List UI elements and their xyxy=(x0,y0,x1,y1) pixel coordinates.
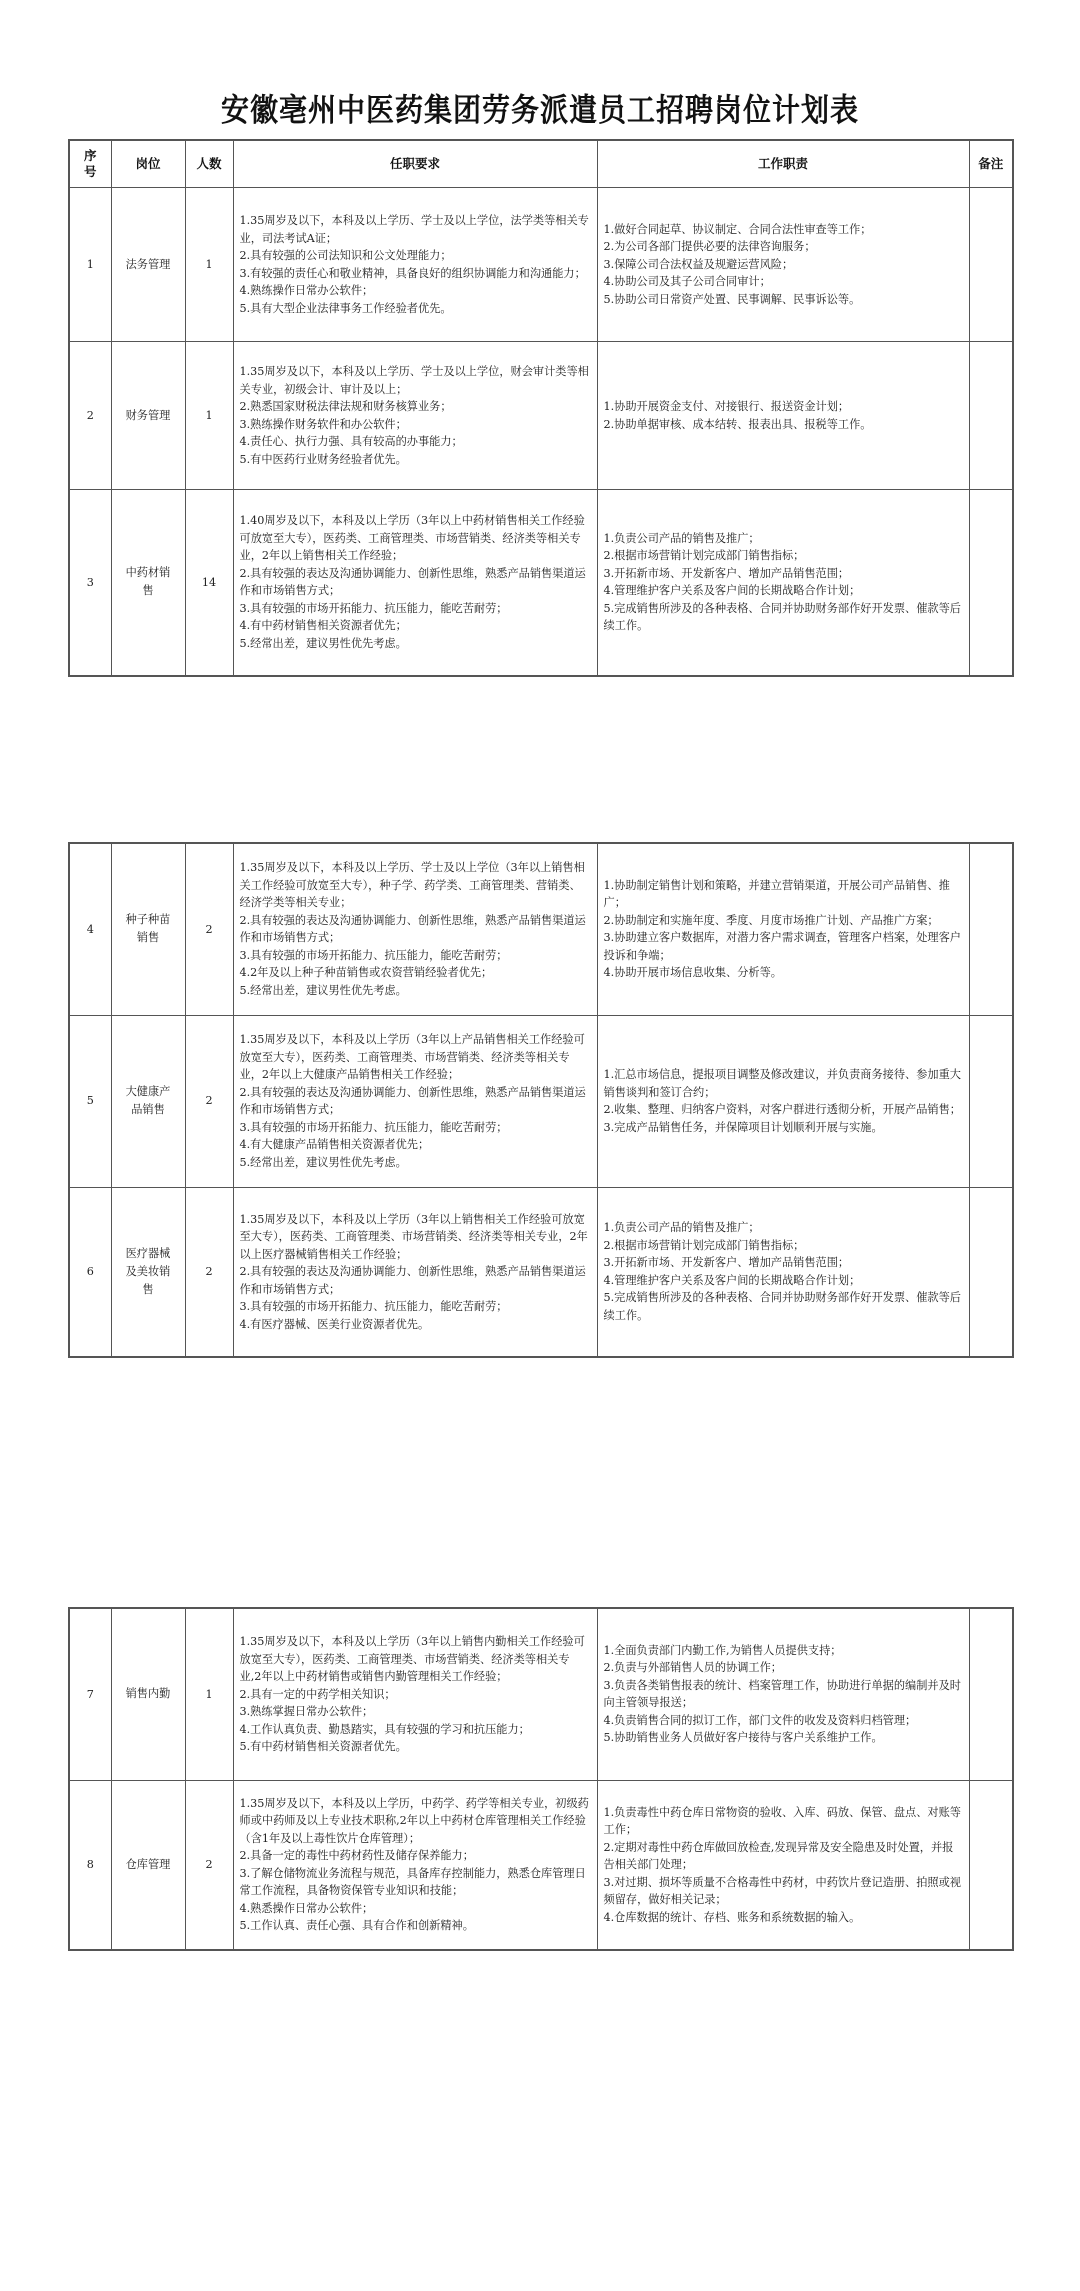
cell-remarks xyxy=(969,1187,1013,1357)
table-row xyxy=(69,1187,1013,1357)
requirement-item: 4.责任心、执行力强、具有较高的办事能力； xyxy=(239,435,463,448)
duty-item: 4.协助开展市场信息收集、分析等。 xyxy=(603,966,782,980)
duty-item: 2.定期对毒性中药仓库做回放检查,发现异常及安全隐患及时处置，并报告相关部门处理； xyxy=(603,1840,954,1871)
cell-count: 2 xyxy=(185,1780,233,1950)
cell-no: 2 xyxy=(69,342,111,490)
cell-position xyxy=(111,1015,185,1187)
cell-duties xyxy=(597,1187,969,1357)
position-label: 医疗器械及美妆销售 xyxy=(125,1246,171,1296)
cell-requirements xyxy=(233,1608,597,1780)
table-row xyxy=(69,1780,1013,1950)
cell-position xyxy=(111,188,185,342)
cell-position xyxy=(111,843,185,1015)
requirement-item: 4.熟练操作日常办公软件； xyxy=(239,284,374,297)
requirement-item: 5.经常出差，建议男性优先考虑。 xyxy=(239,636,407,650)
table-row xyxy=(69,342,1013,490)
requirement-item: 4.有中药材销售相关资源者优先； xyxy=(239,619,407,633)
requirement-item: 1.35周岁及以下，本科及以上学历（3年以上销售内勤相关工作经验可放宽至大专），医药类、工商管理类、市场营销类、经济类等相关专业,2年以上中药材销售或销售内勤管理相关工作经验； xyxy=(239,1635,585,1683)
requirement-item: 3.具有较强的市场开拓能力、抗压能力，能吃苦耐劳； xyxy=(239,1300,508,1313)
cell-duties xyxy=(597,188,969,342)
duty-item: 5.协助销售业务人员做好客户接待与客户关系维护工作。 xyxy=(603,1731,883,1745)
cell-count: 2 xyxy=(185,843,233,1015)
cell-count: 2 xyxy=(185,1015,233,1187)
requirement-item: 3.有较强的责任心和敬业精神，具备良好的组织协调能力和沟通能力； xyxy=(239,266,586,280)
requirement-item: 1.35周岁及以下，本科及以上学历，中药学、药学等相关专业，初级药师或中药师及以上专业技术职称,2年以上中药材仓库管理相关工作经验（含1年及以上毒性饮片仓库管理）； xyxy=(239,1796,589,1845)
duty-item: 2.协助制定和实施年度、季度、月度市场推广计划、产品推广方案； xyxy=(603,913,939,927)
cell-duties xyxy=(597,342,969,490)
header-duties: 工作职责 xyxy=(597,140,969,188)
cell-no: 5 xyxy=(69,1015,111,1187)
cell-count: 1 xyxy=(185,342,233,490)
cell-remarks xyxy=(969,1015,1013,1187)
requirement-item: 1.35周岁及以下，本科及以上学历、学士及以上学位，法学类等相关专业，司法考试A证； xyxy=(239,214,589,245)
duty-item: 1.负责公司产品的销售及推广； xyxy=(603,1221,760,1235)
duty-item: 2.负责与外部销售人员的协调工作； xyxy=(603,1661,782,1675)
duty-item: 3.开拓新市场、开发新客户、增加产品销售范围； xyxy=(603,566,850,580)
duty-item: 2.协助单据审核、成本结转、报表出具、报税等工作。 xyxy=(603,417,872,431)
duty-item: 5.完成销售所涉及的各种表格、合同并协助财务部作好开发票、催款等后续工作。 xyxy=(603,1291,961,1322)
cell-duties xyxy=(597,843,969,1015)
requirement-item: 5.工作认真、责任心强、具有合作和创新精神。 xyxy=(239,1919,474,1933)
requirement-item: 4.有大健康产品销售相关资源者优先； xyxy=(239,1138,430,1151)
duty-item: 1.汇总市场信息，提报项目调整及修改建议，并负责商务接待、参加重大销售谈判和签订合约； xyxy=(603,1068,961,1099)
header-count: 人数 xyxy=(185,140,233,188)
requirement-item: 4.有医疗器械、医美行业资源者优先。 xyxy=(239,1317,430,1331)
duty-item: 1.全面负责部门内勤工作,为销售人员提供支持； xyxy=(603,1643,842,1657)
duty-item: 4.管理维护客户关系及客户间的长期战略合作计划； xyxy=(603,584,861,598)
position-label: 种子种苗销售 xyxy=(125,913,171,945)
requirement-item: 1.35周岁及以下，本科及以上学历、学士及以上学位，财会审计类等相关专业，初级会计、审计及以上； xyxy=(239,365,589,396)
header-position: 岗位 xyxy=(111,140,185,188)
cell-remarks xyxy=(969,843,1013,1015)
requirement-item: 3.熟练操作财务软件和办公软件； xyxy=(239,417,407,431)
requirement-item: 2.具有较强的表达及沟通协调能力、创新性思维，熟悉产品销售渠道运作和市场销售方式； xyxy=(239,1085,586,1116)
requirement-item: 2.具有较强的表达及沟通协调能力、创新性思维，熟悉产品销售渠道运作和市场销售方式； xyxy=(239,913,586,945)
duty-item: 5.完成销售所涉及的各种表格、合同并协助财务部作好开发票、催款等后续工作。 xyxy=(603,601,961,633)
duty-item: 3.对过期、损坏等质量不合格毒性中药材，中药饮片登记造册、拍照或视频留存，做好相关记录； xyxy=(603,1875,961,1906)
position-label: 中药材销售 xyxy=(125,566,171,598)
cell-remarks xyxy=(969,342,1013,490)
header-no-label: 序号 xyxy=(83,148,97,179)
cell-count: 1 xyxy=(185,1608,233,1780)
cell-requirements xyxy=(233,342,597,490)
position-label: 销售内勤 xyxy=(125,1687,171,1701)
duty-item: 1.负责公司产品的销售及推广； xyxy=(603,531,760,545)
duty-item: 3.开拓新市场、开发新客户、增加产品销售范围； xyxy=(603,1256,850,1270)
requirement-item: 1.35周岁及以下，本科及以上学历、学士及以上学位（3年以上销售相关工作经验可放宽至大专），种子学、药学类、工商管理类、营销类、经济学类等相关专业； xyxy=(239,861,585,910)
duty-item: 1.协助开展资金支付、对接银行、报送资金计划； xyxy=(603,400,850,413)
position-label: 财务管理 xyxy=(125,408,171,422)
requirement-item: 3.具有较强的市场开拓能力、抗压能力，能吃苦耐劳； xyxy=(239,601,508,615)
header-requirements: 任职要求 xyxy=(233,140,597,188)
recruitment-table-section-2 xyxy=(68,842,1014,1358)
cell-no: 7 xyxy=(69,1608,111,1780)
recruitment-table-section-3 xyxy=(68,1607,1014,1951)
position-label: 仓库管理 xyxy=(125,1857,171,1871)
cell-position xyxy=(111,490,185,676)
cell-count: 1 xyxy=(185,188,233,342)
cell-count: 2 xyxy=(185,1187,233,1357)
position-label: 大健康产品销售 xyxy=(125,1085,171,1116)
cell-position xyxy=(111,1187,185,1357)
cell-position xyxy=(111,1780,185,1950)
duty-item: 2.根据市场营销计划完成部门销售指标； xyxy=(603,1238,805,1252)
requirement-item: 5.有中医药行业财务经验者优先。 xyxy=(239,452,407,466)
table-row xyxy=(69,1015,1013,1187)
table-row xyxy=(69,490,1013,676)
requirement-item: 4.熟悉操作日常办公软件； xyxy=(239,1901,374,1915)
requirement-item: 5.有中药材销售相关资源者优先。 xyxy=(239,1740,407,1753)
duty-item: 3.完成产品销售任务，并保障项目计划顺利开展与实施。 xyxy=(603,1120,883,1134)
cell-requirements xyxy=(233,490,597,676)
cell-duties xyxy=(597,1015,969,1187)
duty-item: 3.负责各类销售报表的统计、档案管理工作，协助进行单据的编制并及时向主管领导报送； xyxy=(603,1678,961,1710)
duty-item: 3.协助建立客户数据库，对潜力客户需求调查，管理客户档案，处理客户投诉和争端； xyxy=(603,931,961,962)
duty-item: 4.负责销售合同的拟订工作，部门文件的收发及资料归档管理； xyxy=(603,1713,917,1727)
requirement-item: 5.具有大型企业法律事务工作经验者优先。 xyxy=(239,301,452,315)
requirement-item: 2.具有较强的表达及沟通协调能力、创新性思维，熟悉产品销售渠道运作和市场销售方式； xyxy=(239,566,586,598)
duty-item: 2.根据市场营销计划完成部门销售指标； xyxy=(603,549,805,563)
cell-remarks xyxy=(969,1780,1013,1950)
table-header-row xyxy=(69,140,1013,188)
requirement-item: 2.具有较强的公司法知识和公文处理能力； xyxy=(239,249,452,262)
requirement-item: 2.具有一定的中药学相关知识； xyxy=(239,1687,396,1701)
requirement-item: 3.具有较强的市场开拓能力、抗压能力，能吃苦耐劳； xyxy=(239,948,508,962)
cell-requirements xyxy=(233,1187,597,1357)
duty-item: 4.管理维护客户关系及客户间的长期战略合作计划； xyxy=(603,1273,861,1287)
cell-remarks xyxy=(969,1608,1013,1780)
duty-item: 2.为公司各部门提供必要的法律咨询服务； xyxy=(603,240,816,254)
table-row xyxy=(69,1608,1013,1780)
cell-position xyxy=(111,342,185,490)
document-title: 安徽亳州中医药集团劳务派遣员工招聘岗位计划表 xyxy=(220,91,859,129)
cell-duties xyxy=(597,1608,969,1780)
requirement-item: 2.具备一定的毒性中药材药性及储存保养能力； xyxy=(239,1849,474,1863)
requirement-item: 4.工作认真负责、勤恳踏实，具有较强的学习和抗压能力； xyxy=(239,1722,530,1736)
cell-requirements xyxy=(233,843,597,1015)
duty-item: 2.收集、整理、归纳客户资料，对客户群进行透彻分析，开展产品销售； xyxy=(603,1103,961,1116)
requirement-item: 2.熟悉国家财税法律法规和财务核算业务； xyxy=(239,400,452,413)
requirement-item: 5.经常出差，建议男性优先考虑。 xyxy=(239,1155,407,1169)
cell-remarks xyxy=(969,490,1013,676)
requirement-item: 5.经常出差，建议男性优先考虑。 xyxy=(239,983,407,997)
cell-position xyxy=(111,1608,185,1780)
requirement-item: 1.35周岁及以下，本科及以上学历（3年以上销售相关工作经验可放宽至大专），医药类、工商管理类、市场营销类、经济类等相关专业，2年以上医疗器械销售相关工作经验； xyxy=(239,1212,588,1261)
duty-item: 1.协助制定销售计划和策略，并建立营销渠道，开展公司产品销售、推广； xyxy=(603,878,950,910)
cell-remarks xyxy=(969,188,1013,342)
cell-count: 14 xyxy=(185,490,233,676)
requirement-item: 4.2年及以上种子种苗销售或农资营销经验者优先； xyxy=(239,966,493,980)
cell-no: 8 xyxy=(69,1780,111,1950)
duty-item: 1.做好合同起草、协议制定、合同合法性审查等工作； xyxy=(603,222,872,236)
cell-duties xyxy=(597,1780,969,1950)
requirement-item: 3.具有较强的市场开拓能力、抗压能力，能吃苦耐劳； xyxy=(239,1120,508,1134)
requirement-item: 2.具有较强的表达及沟通协调能力、创新性思维，熟悉产品销售渠道运作和市场销售方式； xyxy=(239,1265,586,1296)
recruitment-table-section-1 xyxy=(68,139,1014,677)
duty-item: 4.仓库数据的统计、存档、账务和系统数据的输入。 xyxy=(603,1910,861,1924)
table-row xyxy=(69,843,1013,1015)
cell-requirements xyxy=(233,1015,597,1187)
cell-no: 6 xyxy=(69,1187,111,1357)
cell-no: 1 xyxy=(69,188,111,342)
requirement-item: 3.熟练掌握日常办公软件； xyxy=(239,1705,374,1718)
table-row xyxy=(69,188,1013,342)
duty-item: 1.负责毒性中药仓库日常物资的验收、入库、码放、保管、盘点、对账等工作； xyxy=(603,1805,961,1836)
duty-item: 4.协助公司及其子公司合同审计； xyxy=(603,275,771,289)
duty-item: 3.保障公司合法权益及规避运营风险； xyxy=(603,257,794,271)
cell-no: 4 xyxy=(69,843,111,1015)
duty-item: 5.协助公司日常资产处置、民事调解、民事诉讼等。 xyxy=(603,292,861,306)
requirement-item: 3.了解仓储物流业务流程与规范，具备库存控制能力，熟悉仓库管理日常工作流程，具备物资保管专业知识和技能； xyxy=(239,1866,586,1898)
cell-requirements xyxy=(233,188,597,342)
requirement-item: 1.40周岁及以下，本科及以上学历（3年以上中药材销售相关工作经验可放宽至大专），医药类、工商管理类、市场营销类、经济类等相关专业，2年以上销售相关工作经验； xyxy=(239,514,585,563)
requirement-item: 1.35周岁及以下，本科及以上学历（3年以上产品销售相关工作经验可放宽至大专），医药类、工商管理类、市场营销类、经济类等相关专业，2年以上大健康产品销售相关工作经验； xyxy=(239,1033,585,1081)
position-label: 法务管理 xyxy=(125,257,171,271)
header-remarks: 备注 xyxy=(969,140,1013,188)
header-no xyxy=(69,140,111,188)
cell-requirements xyxy=(233,1780,597,1950)
cell-no: 3 xyxy=(69,490,111,676)
cell-duties xyxy=(597,490,969,676)
